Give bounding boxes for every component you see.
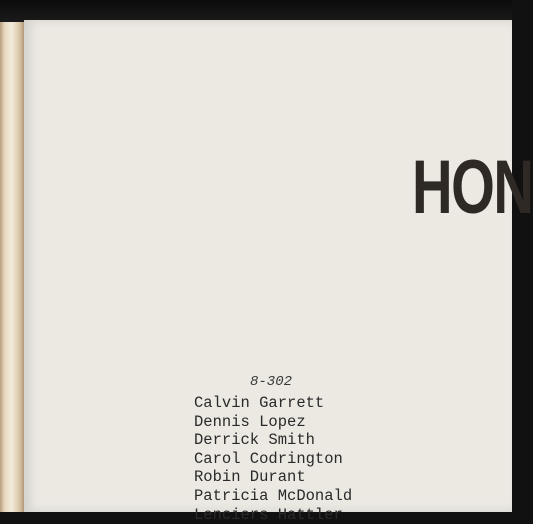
student-name: Calvin Garrett (194, 394, 325, 412)
student-name-list (194, 394, 352, 524)
student-name: Lenciers Hattler (194, 505, 343, 524)
student-name: Dennis Lopez (194, 412, 306, 431)
student-name: Patricia McDonald (194, 486, 353, 505)
student-name: Carol Codrington (194, 449, 343, 468)
student-name: Derrick Smith (194, 431, 315, 450)
student-name: Robin Durant (194, 468, 306, 487)
room-number: 8-302 (250, 374, 293, 390)
page-heading: HON (412, 145, 533, 230)
book-page (24, 20, 533, 524)
book-spine (0, 22, 26, 512)
